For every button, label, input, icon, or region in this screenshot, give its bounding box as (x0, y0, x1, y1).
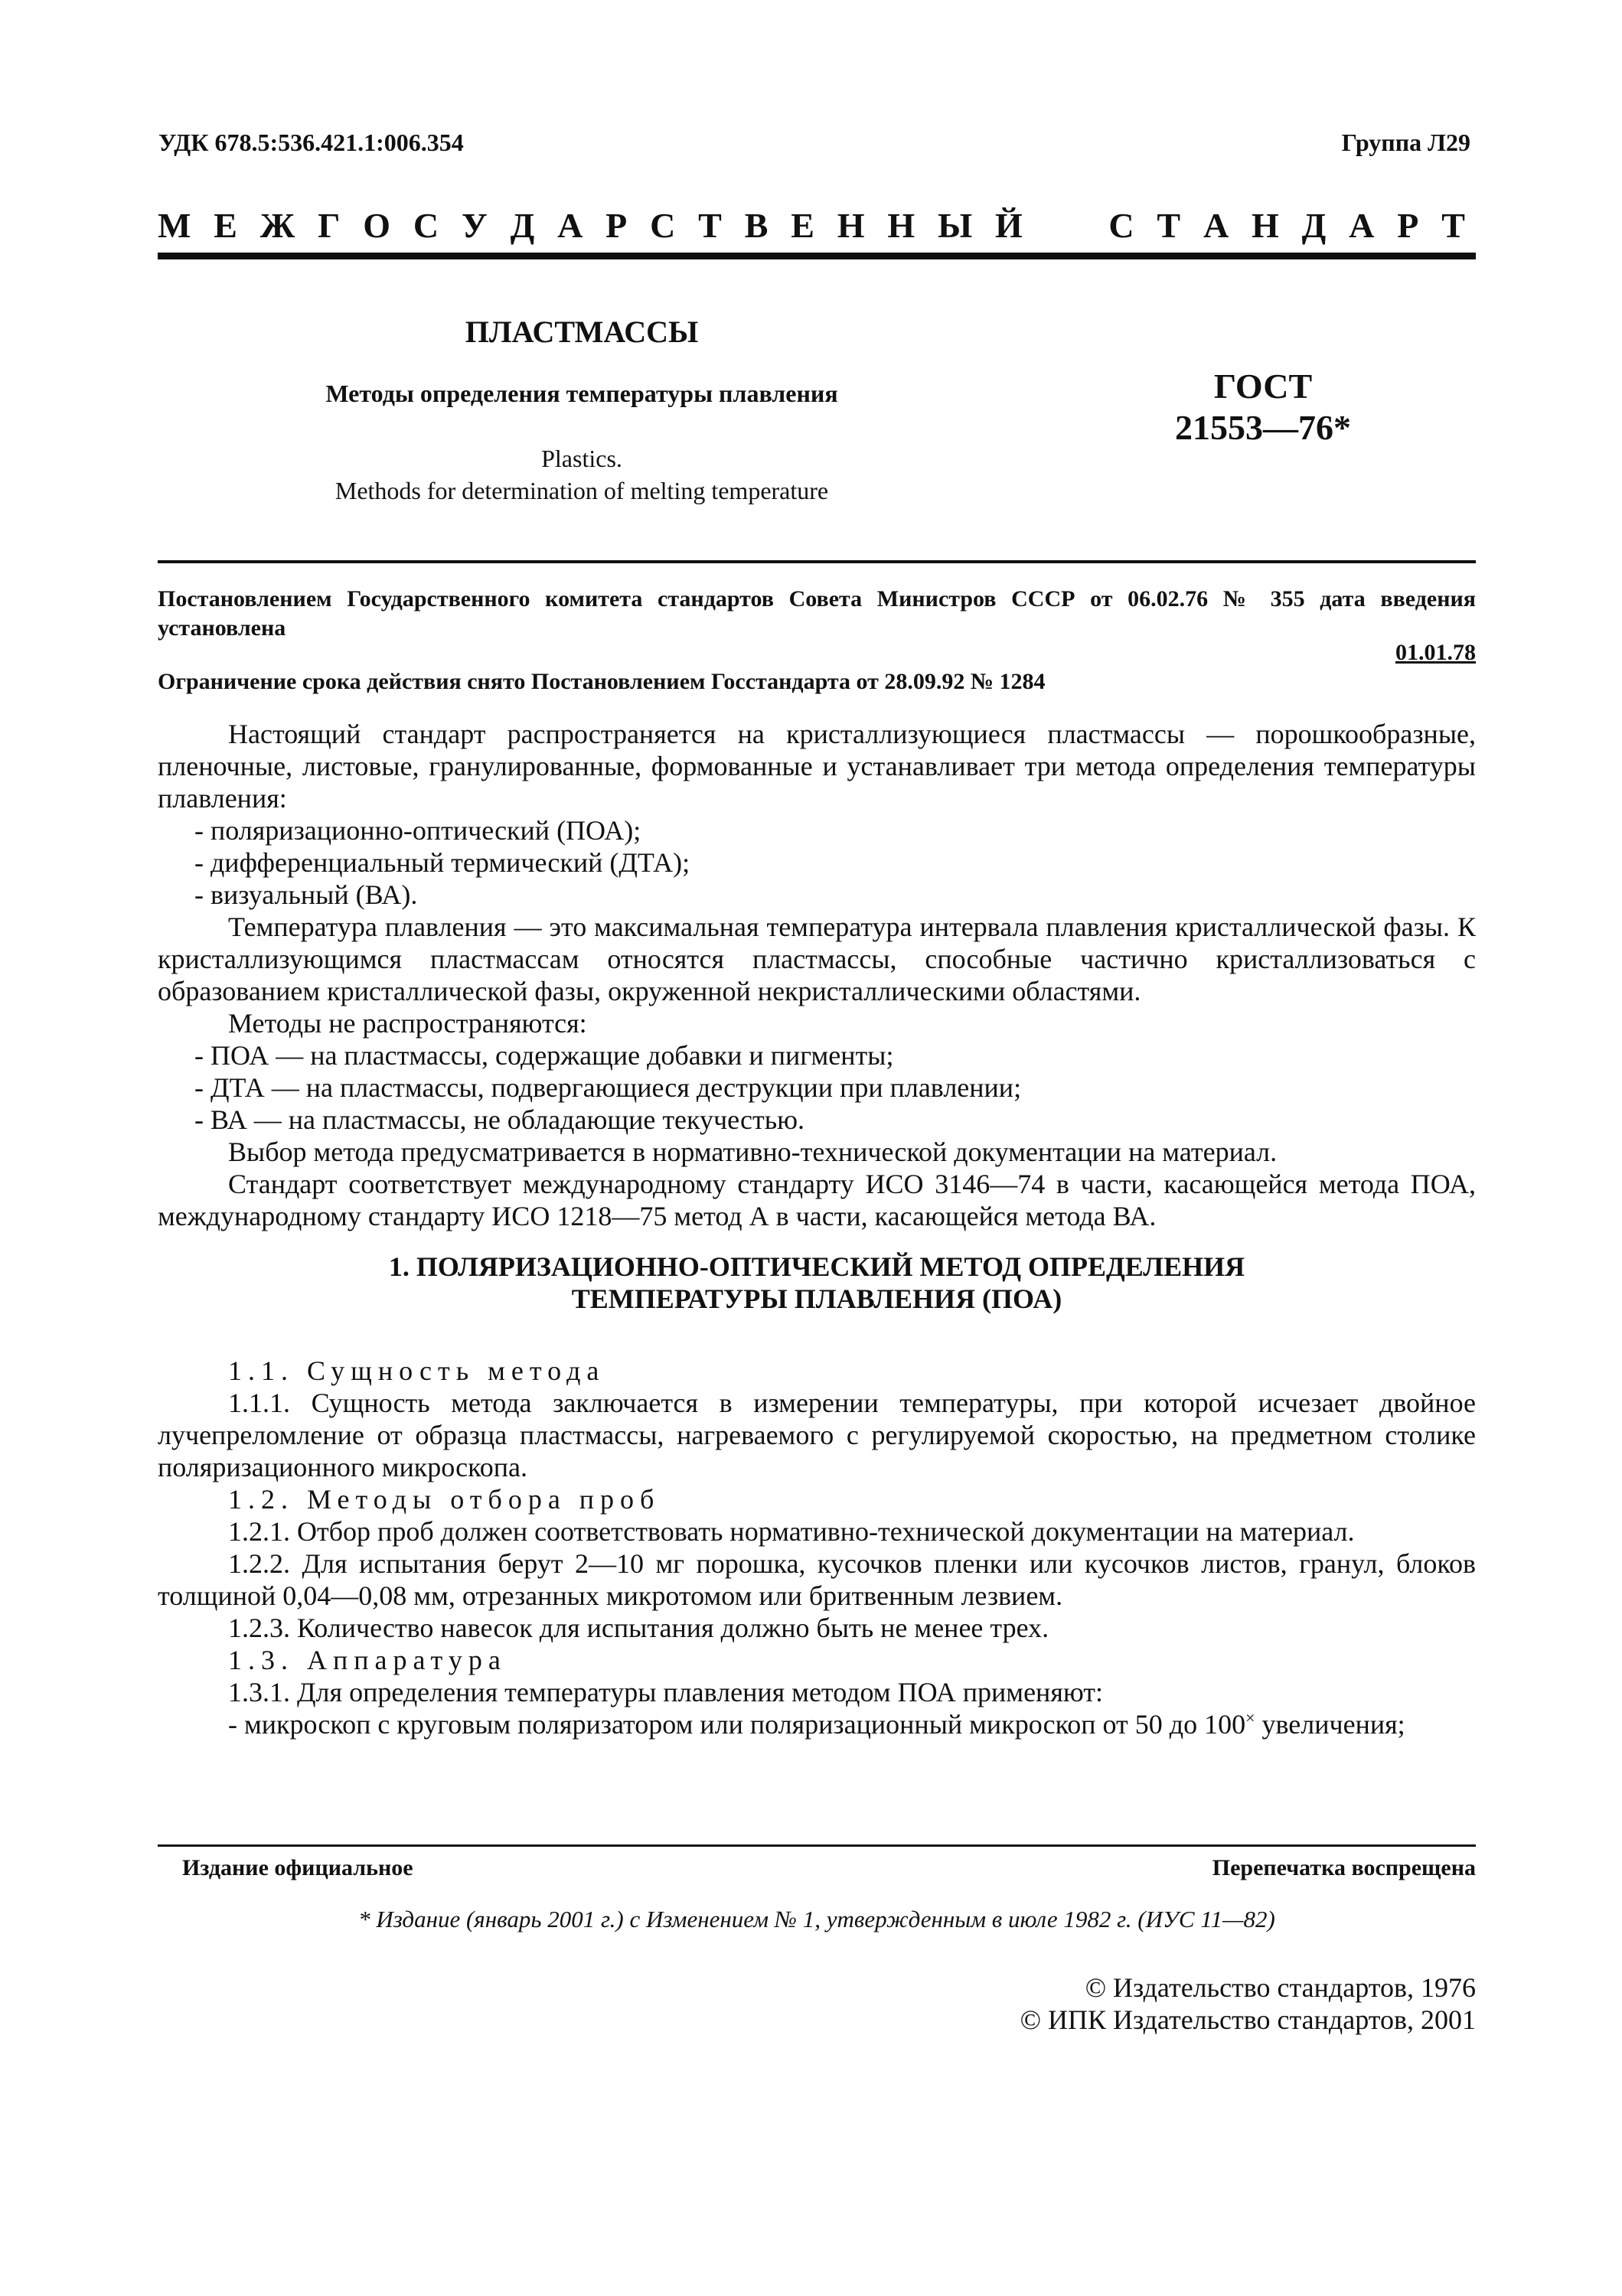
method-list-item: - визуальный (ВА). (194, 879, 418, 910)
heading-letter: Д (510, 206, 535, 245)
clause-heading: 1.1. Сущность метода (228, 1355, 605, 1386)
intro-paragraph: Настоящий стандарт распространяется на кристаллизующиеся пластмассы — порошкообразные, пленочные, листовые, гранулированные, формованные и устанавливает три метода определения температуры плавления: (158, 719, 1476, 814)
heading-letter: Т (1157, 206, 1181, 245)
introduction-date: 01.01.78 (1395, 640, 1476, 665)
not-applicable-item: - ВА — на пластмассы, не обладающие текучестью. (194, 1104, 805, 1135)
not-applicable-item: - ДТА — на пластмассы, подвергающиеся деструкции при плавлении; (194, 1072, 1022, 1103)
clause-paragraph: 1.2.3. Количество навесок для испытания должно быть не менее трех. (228, 1613, 1049, 1643)
english-title (253, 442, 911, 507)
limitation-note: Ограничение срока действия снято Постановлением Госстандарта от 28.09.92 № 1284 (158, 669, 1046, 694)
heading-letter: Е (214, 206, 237, 245)
section-heading-line: ТЕМПЕРАТУРЫ ПЛАВЛЕНИЯ (ПОА) (571, 1283, 1062, 1314)
method-list-item: - дифференциальный термический (ДТА); (194, 847, 690, 878)
clause-paragraph: 1.2.1. Отбор проб должен соответствовать нормативно-технической документации на материал. (228, 1516, 1355, 1547)
reprint-prohibited-label: Перепечатка воспрещена (1212, 1855, 1476, 1880)
heading-letter: У (461, 206, 488, 245)
group-code: Группа Л29 (1341, 129, 1470, 156)
document-title: ПЛАСТМАССЫ (465, 315, 699, 349)
magnification-sign: × (1245, 1708, 1255, 1727)
heading-letter (1046, 205, 1055, 246)
heading-letter: Д (1301, 206, 1327, 245)
heading-letter: Т (698, 206, 722, 245)
definition-paragraph: Температура плавления — это максимальная температура интервала плавления кристаллической фазы. К кристаллизующимся пластмассам относятся пластмассы, способные частично кристаллизоваться с образованием кристаллической фазы, окруженной некристаллическими областями. (158, 912, 1476, 1006)
document-body (158, 718, 1476, 1740)
header-rule (158, 253, 1476, 259)
clause-paragraph: 1.2.2. Для испытания берут 2—10 мг порошка, кусочков пленки или кусочков листов, гранул, блоков толщиной 0,04—0,08 мм, отрезанных микротомом или бритвенным лезвием. (158, 1548, 1476, 1611)
heading-letter: С (413, 206, 439, 245)
heading-letter: С (650, 206, 676, 245)
heading-letter: С (1108, 206, 1134, 245)
copyright-block (1020, 1971, 1476, 2036)
heading-letter: Й (995, 206, 1023, 245)
heading-letter: Р (1397, 206, 1419, 245)
clause-heading: 1.3. Аппаратура (228, 1645, 507, 1675)
heading-letter: Н (887, 206, 915, 245)
edition-note: * Издание (январь 2001 г.) с Изменением № 1, утвержденным в июле 1982 г. (ИУС 11—82) (358, 1906, 1275, 1932)
heading-letter: Ы (938, 206, 973, 245)
apparatus-item-end: увеличения; (1261, 1709, 1405, 1740)
heading-letter: Г (318, 206, 341, 245)
clause-paragraph: 1.3.1. Для определения температуры плавления методом ПОА применяют: (228, 1677, 1104, 1707)
not-applicable-item: - ПОА — на пластмассы, содержащие добавки и пигменты; (194, 1040, 894, 1071)
heading-letter (1077, 205, 1086, 246)
document-subtitle: Методы определения температуры плавления (325, 380, 838, 407)
gost-label: ГОСТ (1213, 367, 1313, 406)
english-title-line: Methods for determination of melting temperature (335, 477, 829, 504)
section-heading (158, 1251, 1476, 1315)
apparatus-item-text: - микроскоп с круговым поляризатором или поляризационный микроскоп от 50 до 100 (228, 1709, 1246, 1740)
title-rule (158, 560, 1476, 563)
heading-letter: Т (1441, 206, 1465, 245)
heading-letter: Н (837, 206, 865, 245)
heading-letter: А (557, 206, 583, 245)
method-list-item: - поляризационно-оптический (ПОА); (194, 815, 641, 846)
section-heading-line: 1. ПОЛЯРИЗАЦИОННО-ОПТИЧЕСКИЙ МЕТОД ОПРЕДЕЛЕНИЯ (388, 1251, 1245, 1282)
interstate-standard-heading (158, 205, 1465, 246)
english-title-line: Plastics. (541, 445, 622, 472)
clause-heading: 1.2. Методы отбора проб (228, 1484, 661, 1515)
heading-letter: Р (605, 206, 628, 245)
heading-letter: Е (791, 206, 814, 245)
heading-letter: А (1203, 206, 1229, 245)
heading-letter: В (744, 206, 769, 245)
decree-text: Постановлением Государственного комитета стандартов Совета Министров СССР от 06.02.76 № 355 дата введения установлена (158, 586, 1476, 641)
heading-letter: Н (1252, 206, 1279, 245)
heading-letter: М (158, 206, 191, 245)
iso-paragraph: Стандарт соответствует международному стандарту ИСО 3146—74 в части, касающейся метода ПОА, международному стандарту ИСО 1218—75 метод А в части, касающейся метода ВА. (158, 1169, 1476, 1231)
udk-code: УДК 678.5:536.421.1:006.354 (158, 129, 464, 156)
copyright-line: © ИПК Издательство стандартов, 2001 (1020, 2004, 1476, 2035)
heading-letter: О (363, 206, 391, 245)
heading-letter: Ж (259, 206, 295, 245)
selection-paragraph: Выбор метода предусматривается в нормативно-технической документации на материал. (228, 1137, 1278, 1167)
heading-letter: А (1349, 206, 1375, 245)
gost-number: 21553—76* (1175, 408, 1351, 447)
official-edition-label: Издание официальное (182, 1855, 413, 1880)
footer-rule (158, 1844, 1476, 1847)
gost-designation (1064, 366, 1462, 448)
not-applicable-intro: Методы не распространяются: (228, 1008, 587, 1039)
apparatus-item (158, 1708, 1476, 1740)
clause-paragraph: 1.1.1. Сущность метода заключается в измерении температуры, при которой исчезает двойное лучепреломление от образца пластмассы, нагреваемого с регулируемой скоростью, на предметном столике поляризационного микроскопа. (158, 1388, 1476, 1482)
copyright-line: © Издательство стандартов, 1976 (1085, 1972, 1476, 2003)
